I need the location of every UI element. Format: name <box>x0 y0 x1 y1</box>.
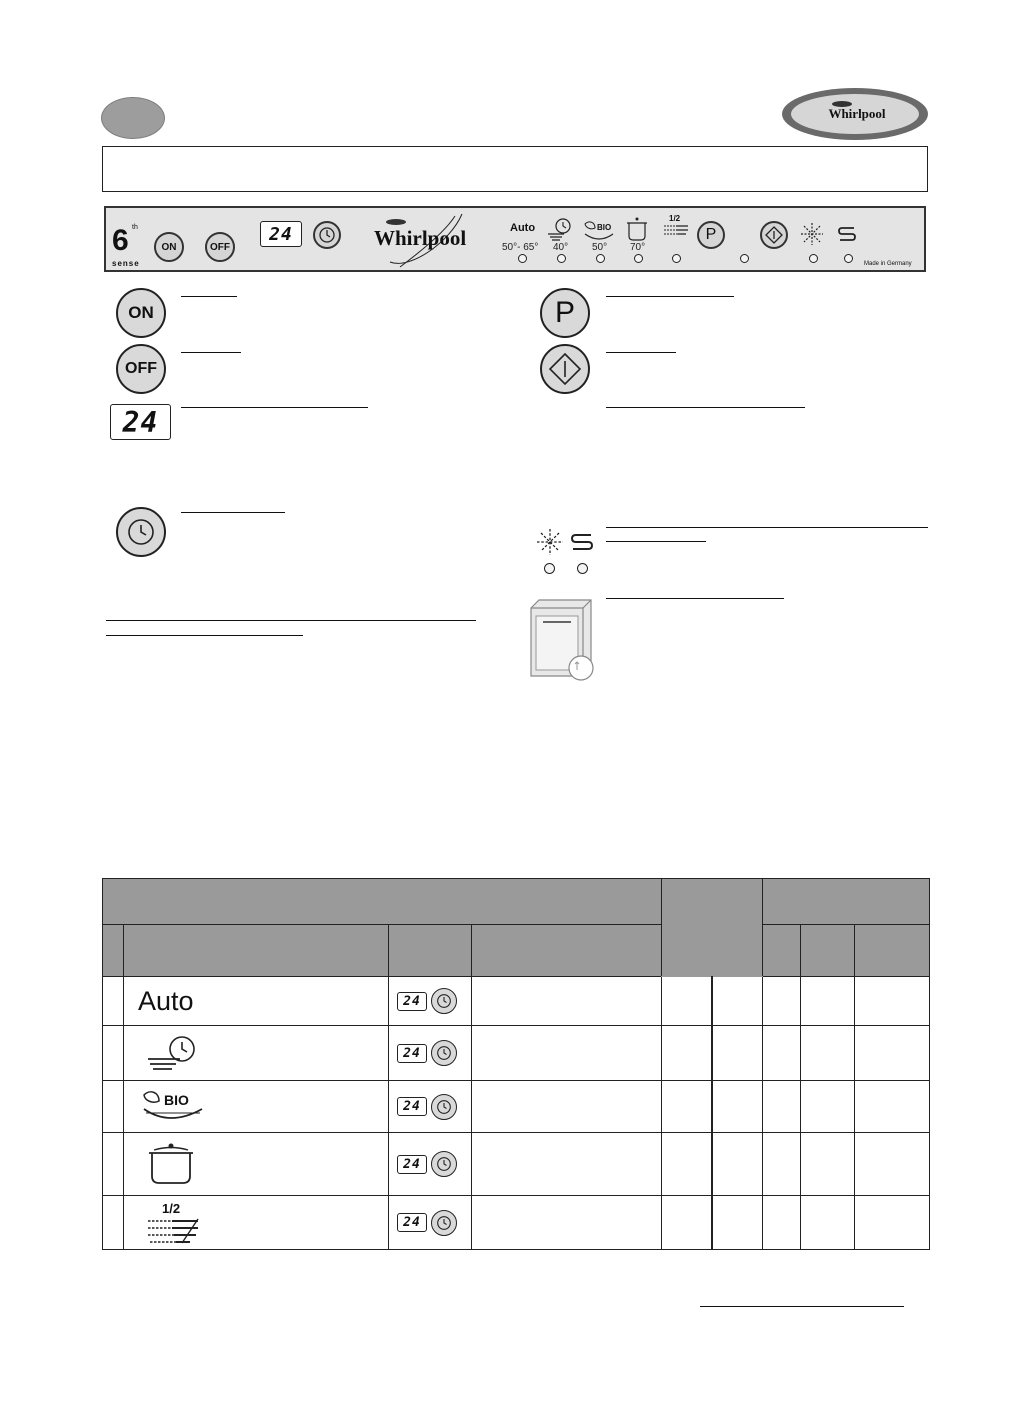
table-header-row-1 <box>103 879 930 925</box>
whirlpool-logo <box>780 86 930 142</box>
off-button[interactable]: OFF <box>116 344 166 394</box>
quick-wash-icon <box>146 1033 198 1073</box>
delay-button[interactable] <box>116 507 166 557</box>
panel-half-text: 1/2 <box>669 214 681 223</box>
made-in-label: Made in Germany <box>864 261 912 267</box>
row-delay-button <box>431 1040 457 1066</box>
quick-wash-symbol <box>124 1033 388 1073</box>
pot-symbol <box>124 1142 388 1186</box>
p-heading-line <box>606 296 734 297</box>
title-box <box>102 146 928 192</box>
clock-icon <box>436 993 452 1009</box>
logo-text: Whirlpool <box>828 106 886 121</box>
panel-bio-text: BIO <box>597 223 612 232</box>
panel-p-button[interactable]: P <box>697 221 725 249</box>
temp-bio: 50° <box>592 242 608 253</box>
panel-on-button[interactable]: ON <box>154 232 184 262</box>
row-delay-button <box>431 1094 457 1120</box>
start-diamond-icon <box>547 351 583 387</box>
on-heading-line <box>181 296 237 297</box>
temp-intensive: 70° <box>630 242 646 253</box>
salt-icon <box>837 224 857 249</box>
panel-start-button[interactable] <box>760 221 788 249</box>
panel-brand-text: Whirlpool <box>374 226 467 250</box>
start-button[interactable] <box>540 344 590 394</box>
on-button[interactable]: ON <box>116 288 166 338</box>
note-line-1 <box>106 620 476 621</box>
program-heading-line <box>606 407 805 408</box>
header-col-option-3 <box>855 925 930 977</box>
program-table <box>102 878 930 1250</box>
rinse-aid-led <box>544 563 555 574</box>
salt-led <box>577 563 588 574</box>
half-symbol-text: 1/2 <box>162 1200 181 1216</box>
panel-display: 24 <box>260 221 302 247</box>
header-consumption <box>662 879 763 977</box>
sense-suffix: th <box>132 224 138 231</box>
panel-auto-label: Auto <box>510 222 536 234</box>
warning-heading-line-1 <box>606 527 928 528</box>
bio-symbol <box>124 1089 388 1125</box>
auto-symbol: Auto <box>138 985 194 1016</box>
pot-icon <box>146 1142 196 1186</box>
off-heading-line <box>181 352 241 353</box>
clock-icon <box>436 1045 452 1061</box>
panel-brand <box>370 212 480 270</box>
clock-icon <box>126 517 156 547</box>
table-row <box>103 1026 930 1081</box>
header-col-symbol <box>124 925 389 977</box>
header-program <box>103 879 662 925</box>
led-rinse-aid <box>809 254 818 263</box>
led-auto <box>518 254 527 263</box>
temp-quick: 40° <box>553 242 569 253</box>
p-button[interactable]: P <box>540 288 590 338</box>
warning-heading-line-2 <box>606 541 706 542</box>
start-heading-line <box>606 352 676 353</box>
row-display: 24 <box>397 1097 427 1116</box>
table-row <box>103 1133 930 1196</box>
header-col-display <box>389 925 472 977</box>
clock-icon <box>318 226 336 244</box>
time-display: 24 <box>110 404 171 440</box>
header-col-number <box>103 925 124 977</box>
row-delay-button <box>431 1151 457 1177</box>
door-heading-line <box>606 598 784 599</box>
bio-icon <box>140 1089 208 1125</box>
clock-icon <box>436 1156 452 1172</box>
header-options <box>763 879 930 925</box>
table-header-row-2 <box>103 925 930 977</box>
half-load-icon <box>662 212 692 247</box>
note-line-2 <box>106 635 303 636</box>
sense-word: sense <box>112 259 140 268</box>
led-intensive <box>634 254 643 263</box>
rinse-aid-icon <box>536 528 564 561</box>
led-bio <box>596 254 605 263</box>
delay-heading-line <box>181 512 285 513</box>
temp-auto: 50°- 65° <box>502 242 539 253</box>
header-col-description <box>472 925 662 977</box>
led-half <box>672 254 681 263</box>
row-display: 24 <box>397 1155 427 1174</box>
table-row <box>103 977 930 1026</box>
table-row <box>103 1081 930 1133</box>
control-panel <box>104 206 926 272</box>
row-display: 24 <box>397 1044 427 1063</box>
led-quick <box>557 254 566 263</box>
dishwasher-door-icon <box>529 598 599 689</box>
table-row <box>103 1196 930 1250</box>
row-delay-button <box>431 988 457 1014</box>
start-diamond-icon <box>764 225 784 245</box>
led-start <box>740 254 749 263</box>
footer-line <box>700 1306 904 1307</box>
panel-delay-button[interactable] <box>313 221 341 249</box>
panel-off-button[interactable]: OFF <box>205 232 235 262</box>
clock-icon <box>436 1099 452 1115</box>
header-col-option-1 <box>763 925 801 977</box>
row-display: 24 <box>397 992 427 1011</box>
language-badge <box>101 97 165 139</box>
row-display: 24 <box>397 1213 427 1232</box>
bio-symbol-text: BIO <box>164 1091 189 1108</box>
sense-number: 6 <box>112 224 129 257</box>
led-salt <box>844 254 853 263</box>
salt-icon <box>570 530 594 559</box>
half-load-icon <box>146 1201 206 1245</box>
display-heading-line <box>181 407 368 408</box>
half-load-symbol <box>124 1201 388 1245</box>
clock-icon <box>436 1215 452 1231</box>
rinse-aid-icon <box>800 222 824 251</box>
header-col-option-2 <box>801 925 855 977</box>
row-delay-button <box>431 1210 457 1236</box>
